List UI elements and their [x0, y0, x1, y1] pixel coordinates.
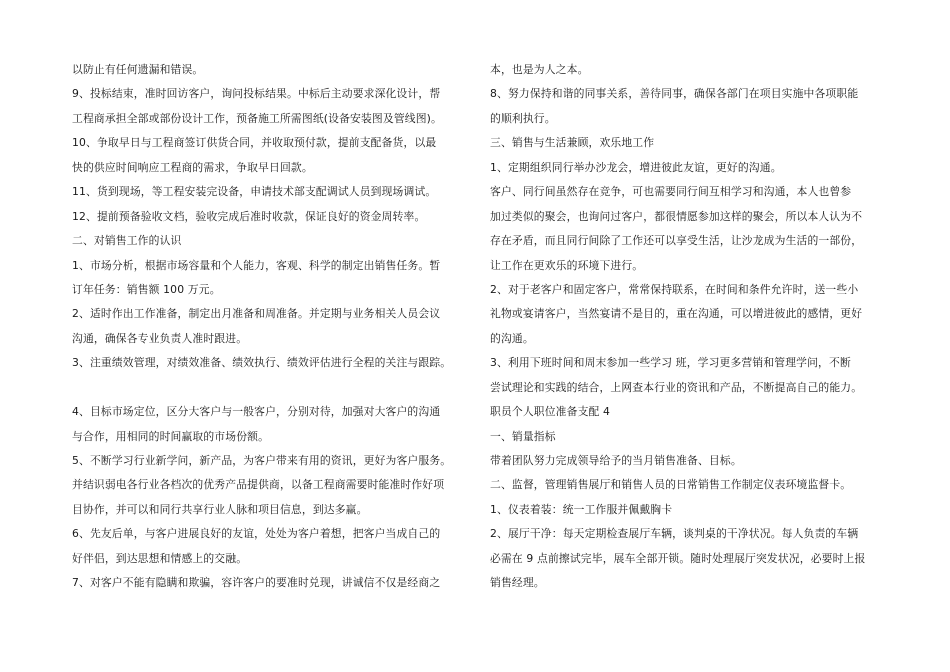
text-line: 的顺利执行。: [490, 111, 556, 125]
text-line: 7、对客户不能有隐瞒和欺骗，容许客户的要准时兑现，讲诚信不仅是经商之: [72, 576, 441, 590]
text-line: 与合作，用相同的时间赢取的市场份额。: [72, 429, 270, 443]
text-line: 沟通，确保各专业负责人准时跟进。: [72, 331, 248, 345]
text-line: 让工作在更欢乐的环境下进行。: [490, 258, 644, 272]
text-line: 3、利用下班时间和周末参加一些学习 班，学习更多营销和管理学问，不断: [490, 356, 851, 370]
blank-line: [72, 376, 464, 400]
text-line: 6、先友后单，与客户进展良好的友谊，处处为客户着想，把客户当成自己的: [72, 527, 441, 541]
text-line: 11、货到现场，等工程安装完设备，申请技术部支配调试人员到现场调试。: [72, 185, 437, 199]
text-line: 并结识弱电各行业各档次的优秀产品提供商，以备工程商需要时能准时作好项: [72, 478, 445, 492]
text-line: 以防止有任何遗漏和错误。: [72, 63, 204, 76]
text-line: 的沟通。: [490, 331, 534, 345]
text-line: 3、注重绩效管理，对绩效准备、绩效执行、绩效评估进行全程的关注与跟踪。: [72, 356, 452, 370]
text-line: 工程商承担全部或部份设计工作，预备施工所需图纸(设备安装图及管线图)。: [72, 111, 442, 125]
text-line: 存在矛盾，而且同行间除了工作还可以享受生活，让沙龙成为生活的一部份，: [490, 234, 863, 248]
text-line: 订年任务：销售额 100 万元。: [72, 282, 221, 296]
text-line: 5、不断学习行业新学问，新产品，为客户带来有用的资讯，更好为客户服务。: [72, 454, 452, 467]
text-line: 带着团队努力完成领导给予的当月销售准备、目标。: [490, 454, 742, 467]
left-column: [72, 58, 464, 596]
section-heading: 一、销量指标: [490, 429, 556, 443]
right-column: [490, 58, 882, 596]
text-line: 客户、同行间虽然存在竞争，可也需要同行间互相学习和沟通，本人也曾参: [490, 185, 852, 199]
text-line: 快的供应时间响应工程商的需求，争取早日回款。: [72, 160, 313, 174]
text-line: 加过类似的聚会，也询问过客户，都很情愿参加这样的聚会，所以本人认为不: [490, 209, 863, 223]
text-line: 礼物或宴请客户，当然宴请不是目的，重在沟通，可以增进彼此的感情，更好: [490, 307, 863, 321]
text-line: 尝试理论和实践的结合，上网查本行业的资讯和产品，不断提高自己的能力。: [490, 380, 863, 394]
text-line: 12、提前预备验收文档，验收完成后准时收款，保证良好的资金周转率。: [72, 209, 426, 223]
text-line: 4、目标市场定位，区分大客户与一般客户，分别对待，加强对大客户的沟通: [72, 405, 441, 419]
text-line: 销售经理。: [490, 576, 545, 590]
text-line: 目协作，并可以和同行共享行业人脉和项目信息，到达多赢。: [72, 502, 368, 516]
section-heading: 二、监督，管理销售展厅和销售人员的日常销售工作制定仪表环境监督卡。: [490, 478, 852, 492]
section-heading: 二、对销售工作的认识: [72, 234, 182, 248]
section-heading: 三、销售与生活兼顾，欢乐地工作: [490, 136, 655, 150]
text-line: 2、对于老客户和固定客户，常常保持联系，在时间和条件允许时，送一些小: [490, 282, 859, 296]
text-line: 2、展厅干净：每天定期检查展厅车辆，谈判桌的干净状况。每人负责的车辆: [490, 527, 859, 541]
text-line: 10、争取早日与工程商签订供货合同，并收取预付款，提前支配备货，以最: [72, 136, 437, 150]
document-title: 职员个人职位准备支配 4: [490, 405, 611, 419]
text-line: 必需在 9 点前擦试完毕，展车全部开锁。随时处理展厅突发状况，必要时上报: [490, 551, 866, 565]
text-line: 9、投标结束，准时回访客户，询问投标结果。中标后主动要求深化设计，帮: [72, 87, 441, 101]
text-line: 1、市场分析，根据市场容量和个人能力，客观、科学的制定出销售任务。暂: [72, 258, 441, 272]
text-line: 好伴侣，到达思想和情感上的交融。: [72, 551, 248, 565]
text-line: 8、努力保持和谐的同事关系，善待同事，确保各部门在项目实施中各项职能: [490, 87, 859, 101]
text-line: 本，也是为人之本。: [490, 63, 589, 76]
text-line: 1、定期组织同行举办沙龙会，增进彼此友谊，更好的沟通。: [490, 160, 782, 174]
text-line: 2、适时作出工作准备，制定出月准备和周准备。并定期与业务相关人员会议: [72, 307, 441, 321]
text-line: 1、仪表着装：统一工作服并佩戴胸卡: [490, 502, 673, 516]
